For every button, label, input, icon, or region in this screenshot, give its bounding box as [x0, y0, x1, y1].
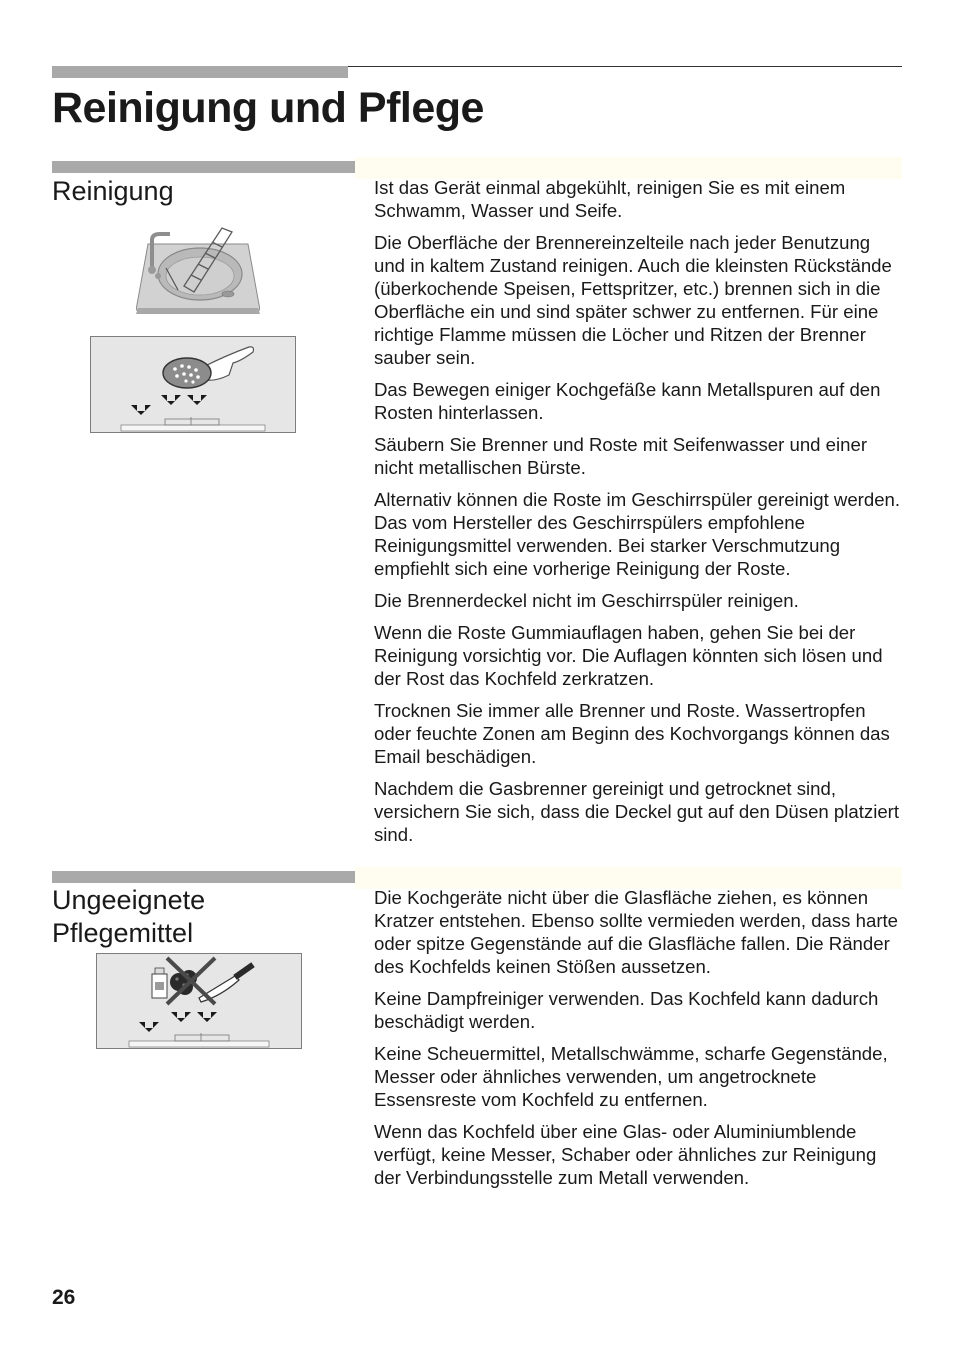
- paragraph: Keine Scheuermittel, Metallschwämme, scharfe Gegenstände, Messer oder ähnliches verwenden, um angetrocknete Essensreste vom Kochfeld zu entfernen.: [374, 1043, 888, 1110]
- dishwashing-sink-icon: [136, 226, 260, 314]
- section-heading-reinigung: Reinigung: [52, 176, 174, 206]
- paragraph: Alternativ können die Roste im Geschirrspüler gereinigt werden. Das vom Hersteller des Geschirrspülers empfohlene Reinigungsmittel verwenden. Bei starker Verschmutzung empfiehlt sich eine vorherige Reinigung der Roste.: [374, 489, 901, 579]
- paragraph: Wenn das Kochfeld über eine Glas- oder Aluminiumblende verfügt, keine Messer, Schaber oder ähnliches zur Reinigung der Verbindungsstelle zum Metall verwenden.: [374, 1121, 877, 1188]
- sponge-cleaning-icon: [90, 336, 296, 433]
- top-bar: [52, 66, 348, 78]
- paragraph: Nachdem die Gasbrenner gereinigt und getrocknet sind, versichern Sie sich, dass die Deckel gut auf den Düsen platziert sind.: [374, 778, 900, 845]
- section-bar-ungeeignete-pflegemittel: [52, 871, 355, 883]
- paragraph: Keine Dampfreiniger verwenden. Das Kochfeld kann dadurch beschädigt werden.: [374, 988, 879, 1032]
- paragraph: Das Bewegen einiger Kochgefäße kann Metallspuren auf den Rosten hinterlassen.: [374, 379, 881, 423]
- page-number: 26: [52, 1286, 76, 1309]
- paragraph: Wenn die Roste Gummiauflagen haben, gehen Sie bei der Reinigung vorsichtig vor. Die Auflagen könnten sich lösen und der Rost das Kochfeld zerkratzen.: [374, 622, 883, 689]
- paragraph: Die Kochgeräte nicht über die Glasfläche ziehen, es können Kratzer entstehen. Ebenso sollte vermieden werden, dass harte oder spitze Gegenstände auf die Glasfläche fallen. Die Ränder des Kochfelds keinen Stößen aussetzen.: [374, 887, 899, 977]
- page-title: Reinigung und Pflege: [52, 84, 484, 132]
- paragraph: Ist das Gerät einmal abgekühlt, reinigen Sie es mit einem Schwamm, Wasser und Seife.: [374, 177, 846, 221]
- paragraph: Die Brennerdeckel nicht im Geschirrspüler reinigen.: [374, 590, 799, 611]
- section-text-reinigung: [374, 176, 902, 855]
- paragraph: Trocknen Sie immer alle Brenner und Roste. Wassertropfen oder feuchte Zonen am Beginn des Kochvorgangs können das Email beschädigen.: [374, 700, 890, 767]
- section-text-ungeeignete-pflegemittel: [374, 886, 902, 1198]
- forbidden-cleaners-icon: [96, 953, 302, 1049]
- paragraph: Die Oberfläche der Brennereinzelteile nach jeder Benutzung und in kaltem Zustand reinigen. Auch die kleinsten Rückstände (überkochende Speisen, Fettspritzer, etc.) brennen sich in die Oberfläche ein und sind später schwer zu entfernen. Für eine richtige Flamme müssen die Löcher und Ritzen der Brenner sauber sein.: [374, 232, 892, 368]
- section-heading-ungeeignete-pflegemittel: Ungeeignete Pflegemittel: [52, 885, 206, 948]
- section-bar-reinigung: [52, 161, 355, 173]
- paragraph: Säubern Sie Brenner und Roste mit Seifenwasser und einer nicht metallischen Bürste.: [374, 434, 868, 478]
